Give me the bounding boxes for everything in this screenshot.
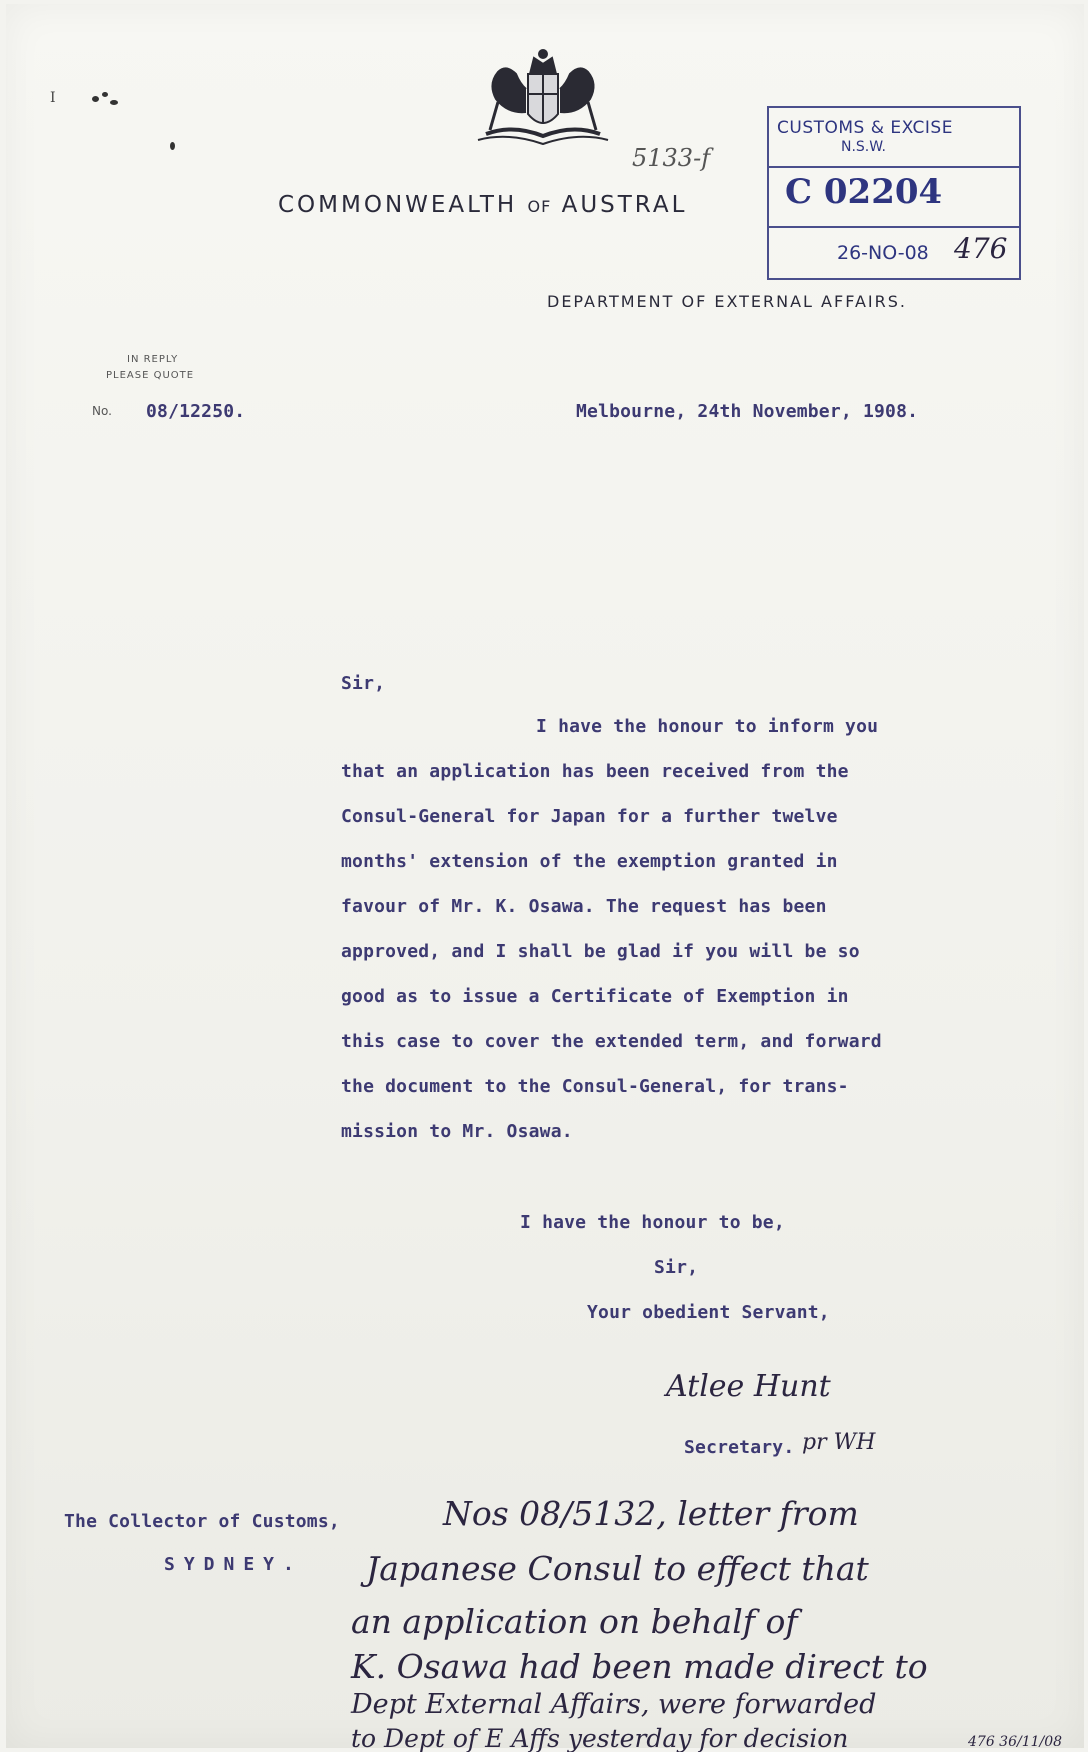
handwritten-note-line: Japanese Consul to effect that [366,1549,869,1588]
body-line: this case to cover the extended term, and forward [341,1031,882,1052]
handwritten-note-reference: 476 36/11/08 [968,1734,1063,1750]
reply-label: PLEASE QUOTE [106,370,195,381]
body-line: Consul-General for Japan for a further twelve [341,806,838,827]
handwritten-note-line: Dept External Affairs, were forwarded [351,1689,877,1720]
letterhead-title-tail: AUSTRAL [561,192,688,218]
stamp-office: CUSTOMS & EXCISE [777,118,953,138]
body-line: mission to Mr. Osawa. [341,1121,573,1142]
addressee-city: SYDNEY. [164,1554,303,1575]
coat-of-arms-icon [468,44,618,154]
body-line: I have the honour to inform you [536,716,879,737]
closing-line: Sir, [654,1257,699,1278]
ink-speck [170,142,175,150]
body-line: favour of Mr. K. Osawa. The request has been [341,896,827,917]
number-label: No. [92,404,112,418]
signatory-role: Secretary. [684,1437,795,1458]
role-handwritten-initials: pr WH [802,1430,876,1455]
handwritten-note-line: to Dept of E Affs yesterday for decision [351,1724,849,1752]
stamp-state: N.S.W. [841,139,886,155]
closing-line: Your obedient Servant, [587,1302,830,1323]
stamp-divider [769,226,1019,228]
addressee: The Collector of Customs, [64,1511,340,1532]
file-number-annotation: 5133-f [632,144,711,172]
stamp-divider [769,166,1019,168]
closing-line: I have the honour to be, [520,1212,785,1233]
ink-speck [110,100,118,105]
margin-mark: I [50,90,56,106]
body-line: approved, and I shall be glad if you will be so [341,941,860,962]
handwritten-note-line: K. Osawa had been made direct to [351,1647,928,1686]
customs-stamp [767,106,1021,280]
letterhead-title [278,192,687,218]
body-line: good as to issue a Certificate of Exemption in [341,986,849,1007]
letterhead-title-of: OF [527,197,552,216]
stamp-date: 26-NO-08 [837,242,929,264]
handwritten-note-line: an application on behalf of [351,1602,798,1641]
ink-speck [92,96,99,102]
department-name: DEPARTMENT OF EXTERNAL AFFAIRS. [547,292,907,311]
signature: Atlee Hunt [666,1369,831,1404]
letterhead-title-main: COMMONWEALTH [278,192,518,218]
reference-number: 08/12250. [146,401,246,422]
body-line: the document to the Consul-General, for trans- [341,1076,849,1097]
reply-label: IN REPLY [127,354,179,365]
greeting: Sir, [341,673,386,694]
handwritten-note-line: Nos 08/5132, letter from [443,1494,859,1533]
body-line: that an application has been received from the [341,761,849,782]
stamp-number: C 02204 [785,172,943,212]
body-line: months' extension of the exemption granted in [341,851,838,872]
ink-speck [102,92,108,97]
letter-sheet [6,4,1084,1752]
place-date: Melbourne, 24th November, 1908. [576,401,919,422]
stamp-handwritten-number: 476 [954,232,1008,265]
